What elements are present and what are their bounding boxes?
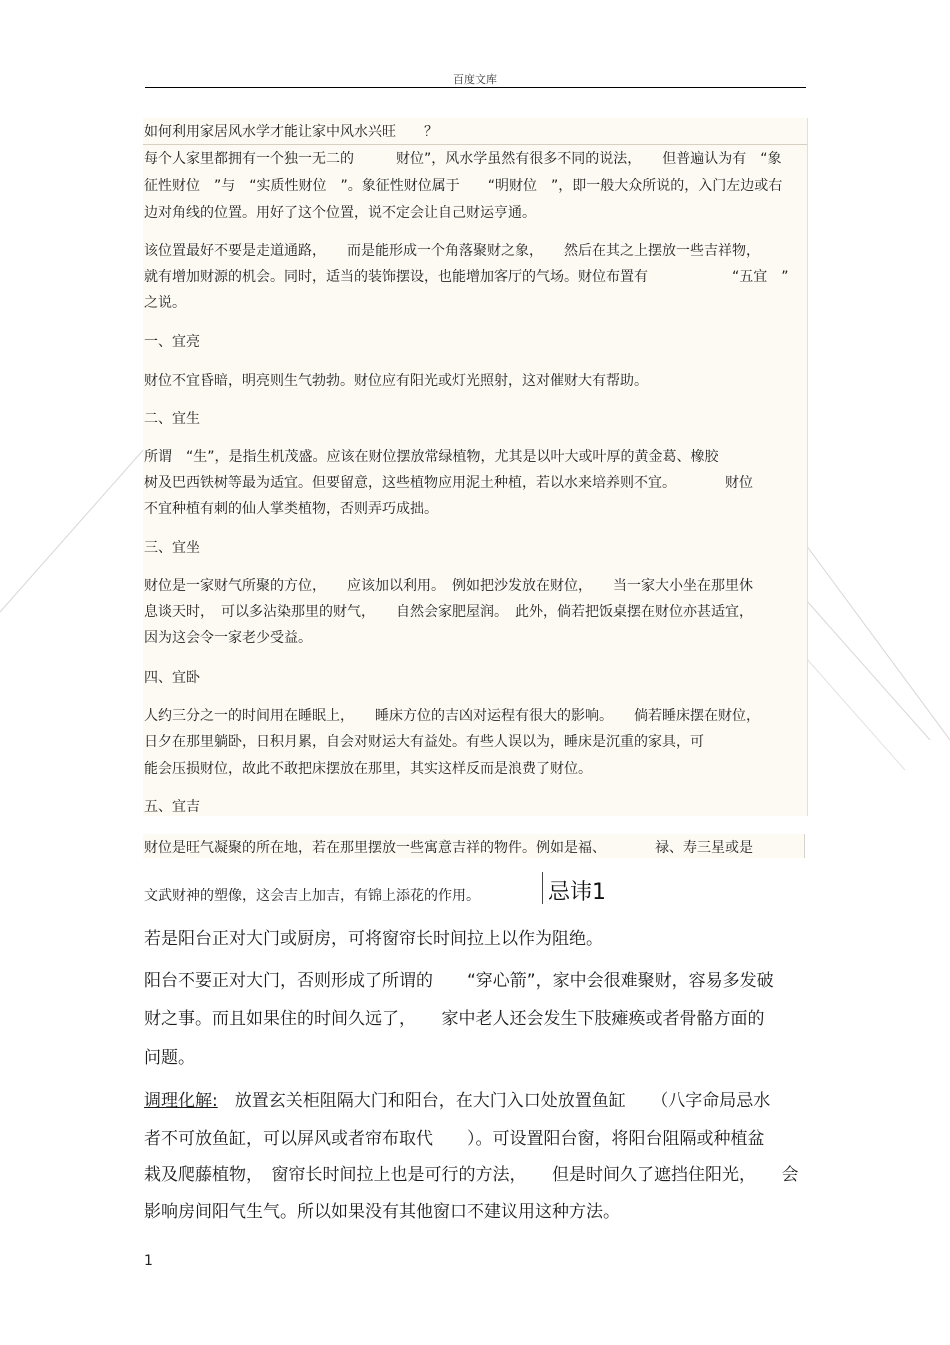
text-line: 能会压损财位，故此不敢把床摆放在那里，其实这样反而是浪费了财位。 [144,761,592,777]
text-line: 问题。 [144,1048,195,1068]
text-cursor-mark [542,872,543,904]
text-line: 每个人家里都拥有一个独一无二的 财位”，风水学虽然有很多不同的说法， 但普遍认为有 “象 [144,151,782,167]
text-line [144,1086,770,1111]
text-line: 不宜种植有刺的仙人掌类植物，否则弄巧成拙。 [144,501,438,517]
doc-title: 如何利用家居风水学才能让家中风水兴旺 ？ [144,124,438,140]
section-heading: 五、宜吉 [144,799,200,815]
shaded-divider [143,144,807,145]
text-line: 阳台不要正对大门，否则形成了所谓的 “穿心箭”，家中会很难聚财，容易多发破 [144,971,774,991]
text-line: 财位是一家财气所聚的方位， 应该加以利用。 例如把沙发放在财位， 当一家大小坐在那里休 [144,578,753,594]
text-line: 影响房间阳气生气。所以如果没有其他窗口不建议用这种方法。 [144,1202,620,1222]
text-line: 栽及爬藤植物， 窗帘长时间拉上也是可行的方法， 但是时间久了遮挡住阳光， 会 [144,1165,799,1185]
remedy-text: 放置玄关柜阻隔大门和阳台，在大门入口处放置鱼缸 （八字命局忌水 [217,1091,771,1111]
section-heading: 二、宜生 [144,411,200,427]
text-line: 该位置最好不要是走道通路， 而是能形成一个角落聚财之象， 然后在其之上摆放一些吉祥物， [144,243,760,259]
text-line: 日夕在那里躺卧，日积月累，自会对财运大有益处。有些人误以为，睡床是沉重的家具，可 [144,734,704,750]
text-line: 文武财神的塑像，这会吉上加吉，有锦上添花的作用。 [144,888,480,904]
text-line: 者不可放鱼缸，可以屏风或者帘布取代 ）。可设置阳台窗，将阳台阻隔或种植盆 [144,1129,765,1149]
text-line: 财位不宜昏暗，明亮则生气勃勃。财位应有阳光或灯光照射，这对催财大有帮助。 [144,373,648,389]
text-line: 所谓 “生”，是指生机茂盛。应该在财位摆放常绿植物，尤其是以叶大或叶厚的黄金葛、橡胶 [144,449,719,465]
text-line: 财位是旺气凝聚的所在地，若在那里摆放一些寓意吉祥的物件。例如是福、 禄、寿三星或是 [144,840,753,856]
text-line: 若是阳台正对大门或厨房，可将窗帘长时间拉上以作为阻绝。 [144,929,603,949]
text-line: 人约三分之一的时间用在睡眠上， 睡床方位的吉凶对运程有很大的影响。 倘若睡床摆在财位， [144,708,760,724]
text-line: 因为这会令一家老少受益。 [144,630,312,646]
text-line: 征性财位 ”与 “实质性财位 ”。象征性财位属于 “明财位 ”，即一般大众所说的，入门左边或右 [144,178,783,194]
section-heading: 四、宜卧 [144,670,200,686]
section-heading: 一、宜亮 [144,334,200,350]
text-line: 边对角线的位置。用好了这个位置，说不定会让自己财运亨通。 [144,205,536,221]
page-number: 1 [144,1253,153,1269]
text-line: 树及巴西铁树等最为适宜。但要留意，这些植物应用泥土种植，若以水来培养则不宜。 财位 [144,475,753,491]
remedy-label: 调理化解: [144,1091,218,1111]
text-line: 息谈天时， 可以多沾染那里的财气， 自然会家肥屋润。 此外，倘若把饭桌摆在财位亦甚适宜， [144,604,753,620]
section-heading: 三、宜坐 [144,540,200,556]
text-line: 就有增加财源的机会。同时，适当的装饰摆设，也能增加客厅的气场。财位布置有 “五宜 ” [144,269,789,285]
text-line: 财之事。而且如果住的时间久远了， 家中老人还会发生下肢瘫痪或者骨骼方面的 [144,1009,765,1029]
text-line: 之说。 [144,295,186,311]
section-title: 忌讳1 [548,880,606,905]
header-title: 百度文库 [453,73,497,86]
